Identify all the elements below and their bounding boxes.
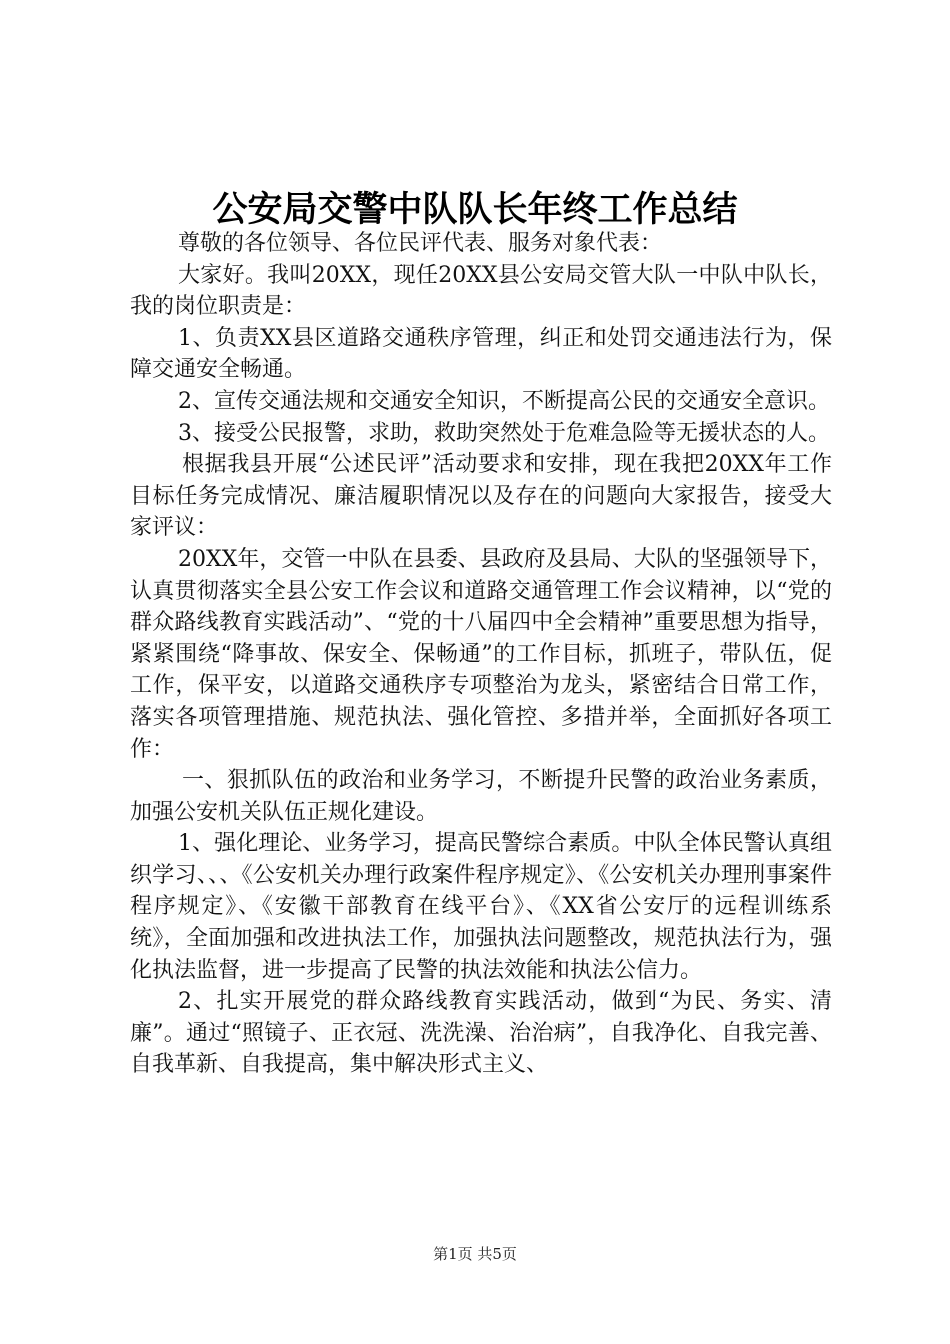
page-footer: 第1页 共5页: [433, 1245, 517, 1263]
paragraph-duty-1: 1、负责XX县区道路交通秩序管理，纠正和处罚交通违法行为，保障交通安全畅通。: [130, 325, 832, 383]
paragraph-duty-2: 2、宣传交通法规和交通安全知识，不断提高公民的交通安全意识。: [178, 388, 830, 414]
paragraph-salutation: 尊敬的各位领导、各位民评代表、服务对象代表：: [178, 231, 663, 256]
paragraph-section-one: 一、狠抓队伍的政治和业务学习，不断提升民警的政治业务素质，加强公安机关队伍正规化建设。: [130, 768, 832, 825]
paragraph-greeting: 大家好。我叫20XX，现任20XX县公安局交管大队一中队中队长，我的岗位职责是：: [130, 262, 832, 320]
document-body: [130, 228, 832, 1081]
paragraph-duty-3: 3、接受公民报警，求助，救助突然处于危难急险等无援状态的人。: [178, 420, 830, 446]
paragraph-item-1: 1、强化理论、业务学习，提高民警综合素质。中队全体民警认真组织学习、、、《公安机关办理行政案件程序规定》、《公安机关办理刑事案件程序规定》、《安徽干部教育在线平台》、《XX省公安厅的远程训练系统》，全面加强和改进执法工作，加强执法问题整改，规范执法行为，强化执法监督，进一步提高了民警的执法效能和执法公信力。: [130, 831, 832, 983]
paragraph-overview: 20XX年，交管一中队在县委、县政府及县局、大队的坚强领导下，认真贯彻落实全县公安工作会议和道路交通管理工作会议精神，以“党的群众路线教育实践活动”、“党的十八届四中全会精神”重要思想为指导，紧紧围绕“降事故、保安全、保畅通”的工作目标，抓班子，带队伍，促工作，保平安，以道路交通秩序专项整治为龙头，紧密结合日常工作，落实各项管理措施、规范执法、强化管控、多措并举，全面抓好各项工作：: [130, 546, 832, 762]
paragraph-report-intro: 根据我县开展“公述民评”活动要求和安排，现在我把20XX年工作目标任务完成情况、廉洁履职情况以及存在的问题向大家报告，接受大家评议：: [130, 452, 832, 541]
paragraph-item-2: 2、扎实开展党的群众路线教育实践活动，做到“为民、务实、清廉”。通过“照镜子、正衣冠、洗洗澡、治治病”，自我净化、自我完善、自我革新、自我提高，集中解决形式主义、: [130, 989, 832, 1078]
document-title: 公安局交警中队队长年终工作总结: [212, 189, 738, 230]
